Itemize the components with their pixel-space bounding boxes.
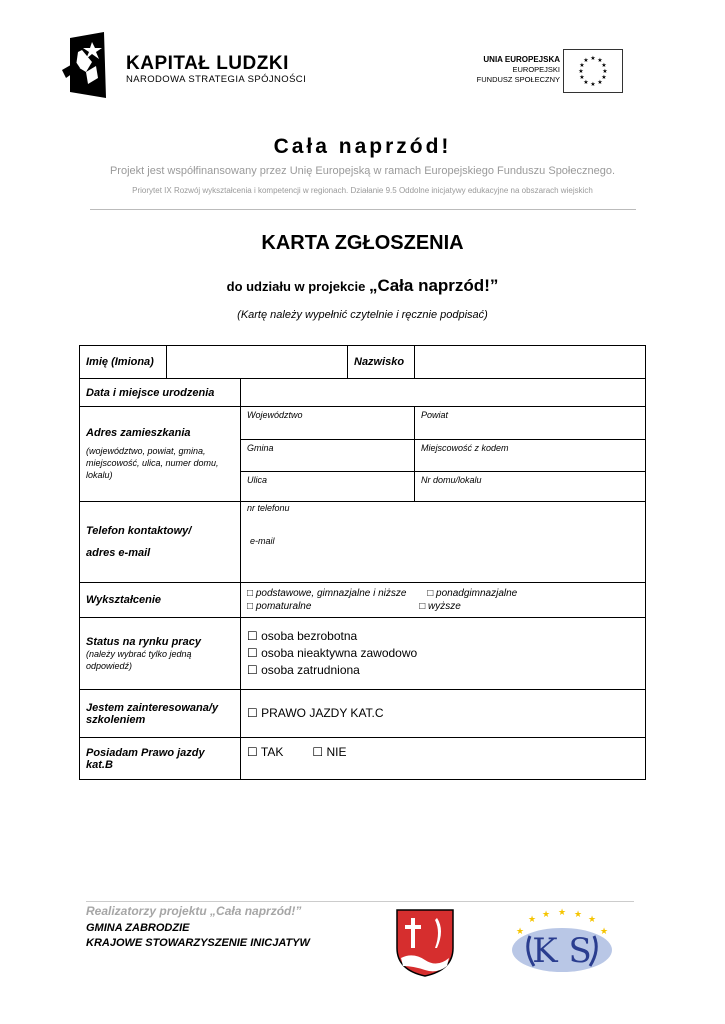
svg-text:★: ★	[590, 55, 596, 62]
license-yes-checkbox[interactable]: ☐ TAK	[247, 745, 284, 759]
footer-divider	[86, 901, 634, 902]
form-hint: (Kartę należy wypełnić czytelnie i ręcznie podpisać)	[237, 309, 488, 321]
town-field[interactable]	[415, 440, 646, 472]
status-hint: (należy wybrać tylko jedną odpowiedź)	[86, 648, 192, 671]
status-label: Status na rynku pracy	[86, 635, 201, 648]
svg-text:★: ★	[601, 62, 607, 69]
phone-label: nr telefonu	[247, 503, 290, 513]
education-label: Wykształcenie	[80, 583, 241, 618]
svg-text:★: ★	[557, 908, 567, 918]
contact-label-email: adres e-mail	[86, 547, 151, 559]
svg-text:★: ★	[527, 915, 537, 925]
ks-logo-icon	[510, 908, 615, 976]
gmina-crest	[393, 908, 457, 978]
subtitle-project: „Cała naprzód!”	[368, 276, 499, 295]
commune-field[interactable]	[241, 440, 415, 472]
footer-org2: KRAJOWE STOWARZYSZENIE INICJATYW	[86, 937, 310, 949]
street-label: Ulica	[247, 475, 268, 485]
contact-label-cell	[80, 502, 241, 583]
county-label: Powiat	[421, 410, 449, 420]
kapital-ludzki-subtitle: NARODOWA STRATEGIA SPÓJNOŚCI	[126, 74, 307, 85]
edu-primary-checkbox[interactable]: □ podstawowe, gimnazjalne i niższe	[247, 588, 407, 599]
status-employed-checkbox[interactable]: ☐ osoba zatrudniona	[247, 663, 360, 677]
project-title: Cała naprzód!	[273, 135, 452, 158]
voivodeship-label: Województwo	[247, 410, 303, 420]
contact-field[interactable]	[241, 502, 646, 583]
footer-realizers: Realizatorzy projektu „Cała naprzód!”	[86, 904, 302, 918]
kapital-ludzki-title: KAPITAŁ LUDZKI	[126, 53, 289, 74]
town-label: Miejscowość z kodem	[421, 443, 509, 453]
name-field[interactable]	[167, 346, 348, 379]
svg-text:K S: K S	[532, 931, 592, 971]
svg-text:★: ★	[573, 910, 583, 920]
address-hint: (województwo, powiat, gmina, miejscowość, ulica, numer domu, lokalu)	[86, 446, 219, 480]
footer-org1: GMINA ZABRODZIE	[86, 922, 190, 934]
house-field[interactable]	[415, 472, 646, 502]
svg-text:★: ★	[587, 915, 597, 925]
birth-field[interactable]	[241, 379, 646, 407]
license-label: Posiadam Prawo jazdy kat.B	[80, 738, 241, 780]
eu-flag	[563, 49, 623, 93]
svg-text:★: ★	[583, 79, 589, 86]
surname-field[interactable]	[415, 346, 646, 379]
education-options	[241, 583, 646, 618]
training-label: Jestem zainteresowana/y szkoleniem	[80, 690, 241, 738]
edu-higher-checkbox[interactable]: □ wyższe	[419, 601, 461, 612]
application-form	[79, 345, 646, 780]
surname-label: Nazwisko	[348, 346, 415, 379]
ks-logo	[510, 908, 615, 976]
svg-text:★: ★	[578, 68, 584, 75]
svg-text:★: ★	[599, 927, 609, 937]
svg-text:★: ★	[541, 910, 551, 920]
eu-stars-icon	[564, 50, 622, 92]
training-c-checkbox[interactable]: ☐ PRAWO JAZDY KAT.C	[247, 706, 384, 720]
svg-text:★: ★	[601, 74, 607, 81]
address-label-cell	[80, 407, 241, 502]
cofinance-note: Projekt jest współfinansowany przez Unię Europejską w ramach Europejskiego Funduszu Społecznego.	[109, 165, 616, 177]
email-label: e-mail	[250, 536, 275, 546]
form-subtitle	[0, 276, 725, 296]
address-label: Adres zamieszkania	[86, 427, 191, 439]
license-no-checkbox[interactable]: ☐ NIE	[312, 745, 347, 759]
eu-line1: UNIA EUROPEJSKA	[483, 55, 560, 64]
divider	[90, 209, 636, 210]
svg-text:★: ★	[579, 62, 585, 69]
svg-text:★: ★	[515, 927, 525, 937]
priority-note: Priorytet IX Rozwój wykształcenia i kompetencji w regionach. Działanie 9.5 Oddolne inicjatywy edukacyjne na obszarach wiejskich	[132, 186, 593, 195]
subtitle-prefix: do udziału w projekcie	[226, 279, 366, 294]
eu-line3: FUNDUSZ SPOŁECZNY	[476, 75, 560, 84]
training-options	[241, 690, 646, 738]
name-label: Imię (Imiona)	[80, 346, 167, 379]
status-label-cell	[80, 618, 241, 690]
edu-postsecondary-checkbox[interactable]: □ pomaturalne	[247, 601, 312, 612]
edu-secondary-checkbox[interactable]: □ ponadgimnazjalne	[427, 588, 518, 599]
svg-text:★: ★	[590, 81, 596, 88]
kapital-ludzki-logo	[56, 32, 110, 100]
crest-icon	[393, 908, 457, 978]
svg-text:★: ★	[602, 68, 608, 75]
form-title: KARTA ZGŁOSZENIA	[261, 232, 464, 254]
eu-line2: EUROPEJSKI	[512, 65, 560, 74]
svg-text:★: ★	[597, 79, 603, 86]
street-field[interactable]	[241, 472, 415, 502]
svg-text:★: ★	[583, 57, 589, 64]
birth-label: Data i miejsce urodzenia	[80, 379, 241, 407]
county-field[interactable]	[415, 407, 646, 440]
status-unemployed-checkbox[interactable]: ☐ osoba bezrobotna	[247, 629, 358, 643]
house-label: Nr domu/lokalu	[421, 475, 482, 485]
voivodeship-field[interactable]	[241, 407, 415, 440]
license-options	[241, 738, 646, 780]
kapital-ludzki-icon	[56, 32, 110, 100]
status-inactive-checkbox[interactable]: ☐ osoba nieaktywna zawodowo	[247, 646, 418, 660]
contact-label-phone: Telefon kontaktowy/	[86, 525, 192, 537]
eu-logo-text	[440, 55, 560, 85]
commune-label: Gmina	[247, 443, 274, 453]
status-options	[241, 618, 646, 690]
svg-text:★: ★	[597, 57, 603, 64]
svg-text:★: ★	[579, 74, 585, 81]
